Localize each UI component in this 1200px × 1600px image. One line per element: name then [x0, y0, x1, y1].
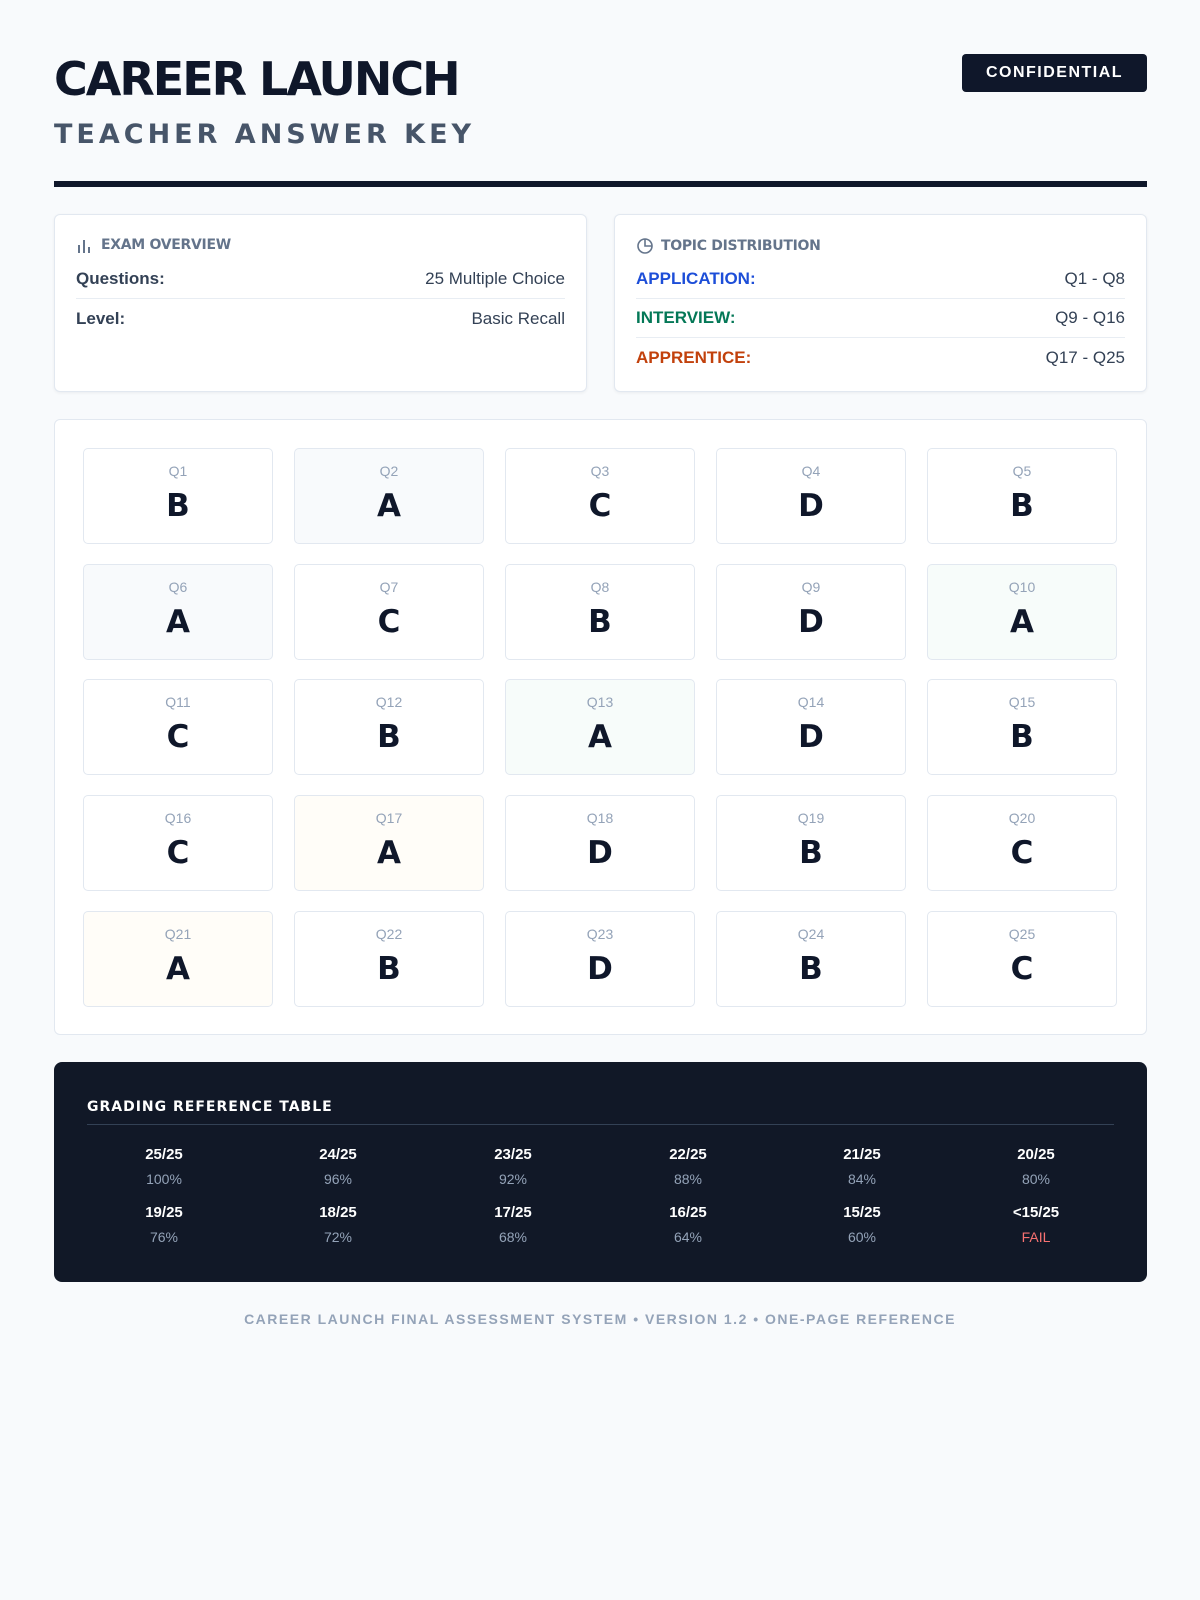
answer-letter: C [1010, 951, 1034, 987]
answer-letter: A [377, 488, 401, 524]
question-number: Q11 [165, 694, 191, 710]
grade-score: 23/25 [494, 1146, 532, 1163]
topic-label: INTERVIEW: [636, 308, 736, 327]
topic-row-apprentice [636, 338, 1125, 377]
topic-range: Q1 - Q8 [1064, 269, 1125, 288]
grade-entry [268, 1204, 408, 1246]
answer-cell [716, 911, 906, 1007]
bar-chart-icon [76, 237, 94, 253]
answer-cell [716, 679, 906, 775]
answer-cell [716, 448, 906, 544]
question-number: Q24 [797, 926, 825, 942]
answer-cell [927, 679, 1117, 775]
exam-overview-title: EXAM OVERVIEW [101, 237, 231, 253]
grading-table-title: GRADING REFERENCE TABLE [87, 1099, 333, 1115]
grade-percent: 100% [146, 1171, 182, 1187]
answer-cell [505, 448, 695, 544]
grade-score: 20/25 [1017, 1146, 1055, 1163]
answer-cell [505, 564, 695, 660]
grade-score: 21/25 [843, 1146, 881, 1163]
question-number: Q22 [375, 926, 403, 942]
answer-letter: D [798, 604, 824, 640]
answer-cell [927, 448, 1117, 544]
grade-entry [618, 1204, 758, 1246]
answer-letter: D [587, 835, 613, 871]
question-number: Q6 [168, 579, 188, 595]
grade-score: 24/25 [319, 1146, 357, 1163]
grade-entry [443, 1204, 583, 1246]
answer-letter: A [1010, 604, 1034, 640]
grade-score: 22/25 [669, 1146, 707, 1163]
answer-cell [294, 795, 484, 891]
overview-label: Level: [76, 308, 126, 328]
question-number: Q9 [801, 579, 821, 595]
answer-cell [927, 795, 1117, 891]
grade-score: 18/25 [319, 1204, 357, 1221]
grade-percent: 68% [498, 1229, 528, 1245]
question-number: Q19 [797, 810, 825, 826]
question-number: Q12 [375, 694, 403, 710]
question-number: Q16 [164, 810, 192, 826]
pie-chart-icon [636, 237, 654, 255]
question-number: Q8 [590, 579, 610, 595]
question-number: Q14 [797, 694, 825, 710]
fail-label: FAIL [1021, 1229, 1051, 1245]
grade-percent: 88% [673, 1171, 703, 1187]
answer-cell [505, 679, 695, 775]
overview-value: 25 Multiple Choice [425, 269, 565, 288]
question-number: Q2 [379, 463, 399, 479]
question-number: Q7 [379, 579, 399, 595]
answer-letter: D [798, 719, 824, 755]
question-number: Q13 [586, 694, 614, 710]
answer-letter: B [1010, 719, 1034, 755]
answer-letter: A [588, 719, 612, 755]
grade-percent: 92% [498, 1171, 528, 1187]
grade-score: <15/25 [1012, 1204, 1060, 1221]
answer-letter: B [166, 488, 190, 524]
answer-cell [505, 795, 695, 891]
overview-value: Basic Recall [471, 308, 565, 328]
grade-percent: 96% [323, 1171, 353, 1187]
question-number: Q1 [168, 463, 188, 479]
question-number: Q18 [586, 810, 614, 826]
answer-letter: B [799, 951, 823, 987]
answer-letter: B [799, 835, 823, 871]
grade-percent: 76% [149, 1229, 179, 1245]
page-subtitle: TEACHER ANSWER KEY [54, 119, 476, 150]
answer-key-grid [54, 419, 1147, 1035]
answer-letter: D [587, 951, 613, 987]
question-number: Q4 [801, 463, 821, 479]
answer-cell [83, 564, 273, 660]
topic-row-application [636, 260, 1125, 299]
grade-entry [966, 1146, 1106, 1188]
question-number: Q3 [590, 463, 610, 479]
answer-cell [716, 564, 906, 660]
grade-entry [618, 1146, 758, 1188]
grade-entry [94, 1146, 234, 1188]
grading-table-divider [87, 1124, 1114, 1125]
answer-cell [83, 679, 273, 775]
grade-percent: 60% [847, 1229, 877, 1245]
grading-reference-table [54, 1062, 1147, 1282]
grade-entry [94, 1204, 234, 1246]
topic-range: Q9 - Q16 [1055, 308, 1125, 327]
grade-entry [268, 1146, 408, 1188]
question-number: Q17 [375, 810, 403, 826]
topic-row-interview [636, 299, 1125, 338]
grade-score: 17/25 [494, 1204, 532, 1221]
answer-cell [294, 911, 484, 1007]
answer-letter: C [166, 719, 190, 755]
confidential-badge: CONFIDENTIAL [962, 54, 1147, 92]
answer-letter: C [166, 835, 190, 871]
overview-row-questions [76, 260, 565, 299]
answer-letter: B [377, 719, 401, 755]
question-number: Q15 [1008, 694, 1036, 710]
question-number: Q5 [1012, 463, 1032, 479]
answer-letter: C [588, 488, 612, 524]
answer-letter: C [377, 604, 401, 640]
grade-score: 15/25 [843, 1204, 881, 1221]
answer-cell [294, 564, 484, 660]
grade-percent: 64% [673, 1229, 703, 1245]
answer-letter: C [1010, 835, 1034, 871]
answer-cell [927, 564, 1117, 660]
question-number: Q10 [1008, 579, 1036, 595]
answer-cell [294, 448, 484, 544]
answer-cell [716, 795, 906, 891]
topic-distribution-heading [636, 237, 821, 255]
topic-range: Q17 - Q25 [1045, 347, 1125, 367]
topic-distribution-card [614, 214, 1147, 392]
header-divider [54, 181, 1147, 187]
page-title: CAREER LAUNCH [54, 52, 459, 106]
answer-cell [927, 911, 1117, 1007]
answer-letter: A [377, 835, 401, 871]
answer-letter: A [166, 951, 190, 987]
answer-cell [83, 911, 273, 1007]
grade-entry [966, 1204, 1106, 1246]
question-number: Q25 [1008, 926, 1036, 942]
question-number: Q23 [586, 926, 614, 942]
grade-entry [443, 1146, 583, 1188]
grade-score: 16/25 [669, 1204, 707, 1221]
answer-letter: B [1010, 488, 1034, 524]
grade-entry [792, 1146, 932, 1188]
answer-letter: A [166, 604, 190, 640]
exam-overview-heading [76, 237, 231, 253]
topic-distribution-title: TOPIC DISTRIBUTION [661, 238, 821, 254]
grade-entry [792, 1204, 932, 1246]
answer-letter: B [377, 951, 401, 987]
page-footer: CAREER LAUNCH FINAL ASSESSMENT SYSTEM • VERSION 1.2 • ONE-PAGE REFERENCE [244, 1311, 956, 1327]
question-number: Q21 [164, 926, 192, 942]
grade-percent: 72% [323, 1229, 353, 1245]
topic-label: APPRENTICE: [636, 347, 752, 367]
answer-cell [294, 679, 484, 775]
answer-letter: B [588, 604, 612, 640]
overview-row-level [76, 299, 565, 338]
answer-cell [83, 795, 273, 891]
overview-label: Questions: [76, 269, 165, 288]
grade-score: 19/25 [145, 1204, 183, 1221]
answer-cell [83, 448, 273, 544]
page-header [54, 54, 1147, 186]
grade-percent: 84% [847, 1171, 877, 1187]
topic-label: APPLICATION: [636, 269, 756, 288]
exam-overview-card [54, 214, 587, 392]
grade-percent: 80% [1021, 1171, 1051, 1187]
answer-cell [505, 911, 695, 1007]
grade-score: 25/25 [145, 1146, 183, 1163]
answer-letter: D [798, 488, 824, 524]
question-number: Q20 [1008, 810, 1036, 826]
